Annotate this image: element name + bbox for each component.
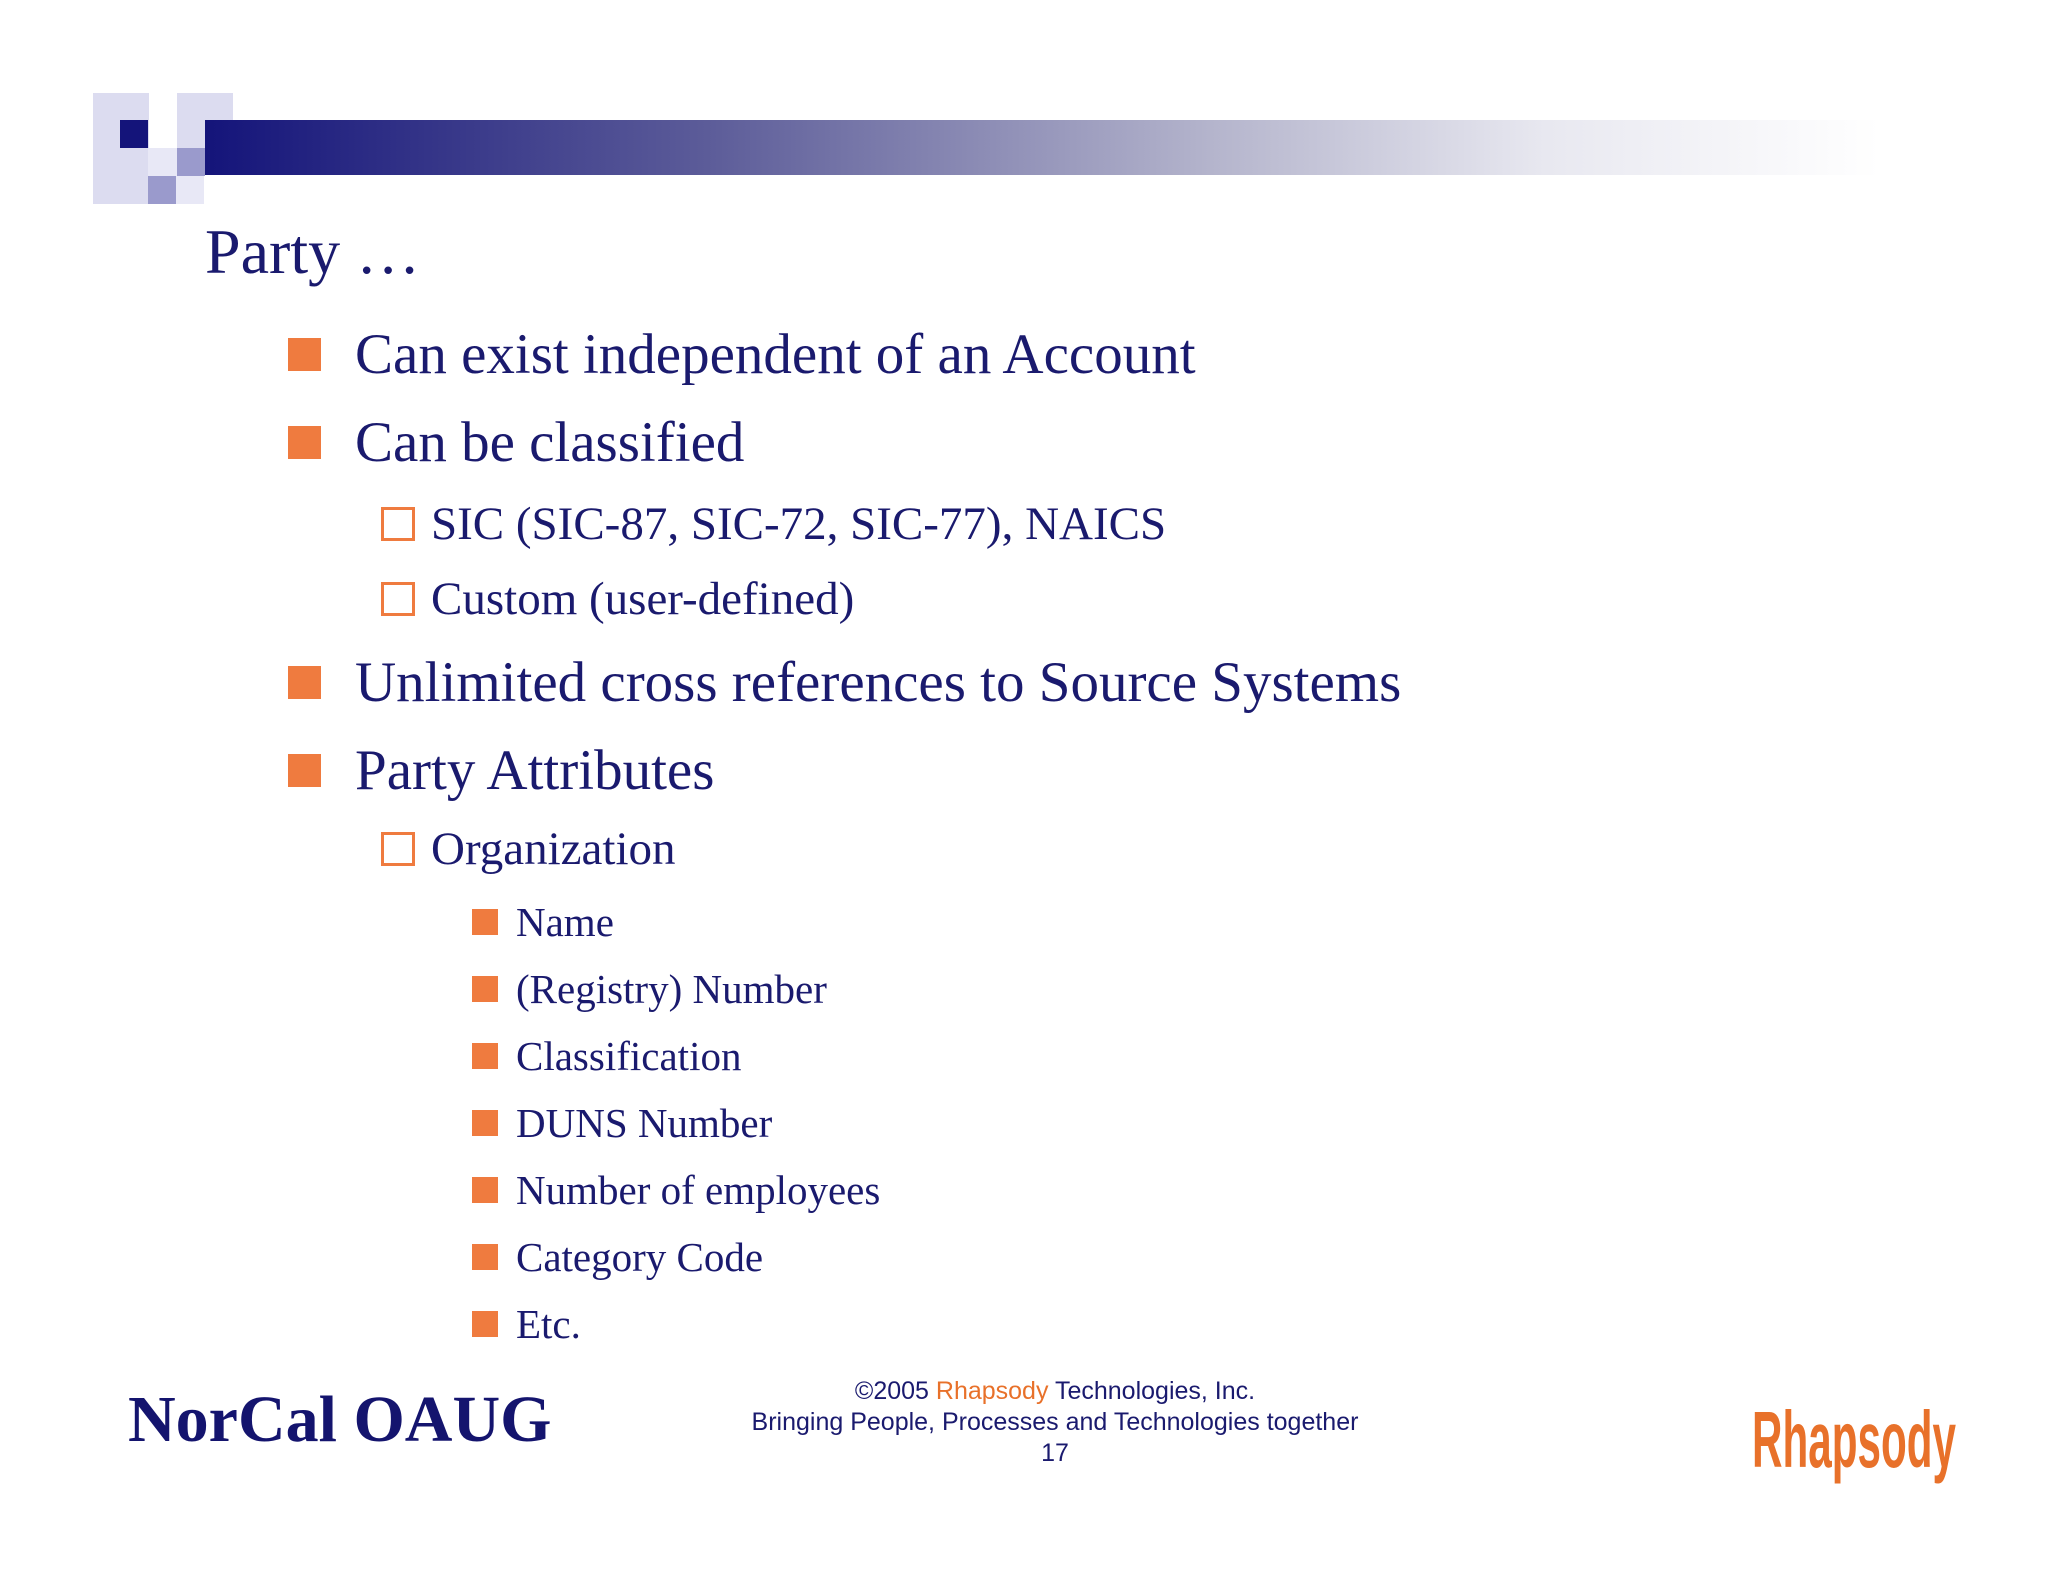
hollow-square-bullet-icon <box>381 507 415 541</box>
bullet-text: Can be classified <box>355 411 745 474</box>
sub-sub-bullet-text: Category Code <box>516 1234 764 1280</box>
square-bullet-icon <box>472 1177 498 1203</box>
bullet-item <box>288 322 1196 387</box>
sub-sub-bullet-text: Classification <box>516 1033 742 1079</box>
sub-sub-bullet-item <box>472 898 614 946</box>
sub-sub-bullet-item <box>472 1166 880 1214</box>
square-bullet-icon <box>288 338 321 371</box>
sub-sub-bullet-item <box>472 1099 772 1147</box>
square-bullet-icon <box>288 754 321 787</box>
header-square-dark <box>120 120 148 148</box>
bullet-item <box>288 650 1401 715</box>
sub-sub-bullet-text: Name <box>516 899 614 945</box>
square-bullet-icon <box>472 1043 498 1069</box>
square-bullet-icon <box>288 426 321 459</box>
copyright-suffix: Technologies, Inc. <box>1048 1377 1256 1405</box>
square-bullet-icon <box>472 1244 498 1270</box>
square-bullet-icon <box>472 1110 498 1136</box>
sub-sub-bullet-item <box>472 1032 741 1080</box>
footer-copyright-block <box>700 1376 1410 1469</box>
sub-bullet-item <box>381 572 854 626</box>
sub-bullet-item <box>381 497 1166 551</box>
sub-bullet-text: Organization <box>431 823 676 875</box>
bullet-item <box>288 410 744 475</box>
sub-sub-bullet-item <box>472 1233 763 1281</box>
footer-org-name: NorCal OAUG <box>128 1383 552 1456</box>
sub-sub-bullet-item <box>472 1300 581 1348</box>
footer-page-number: 17 <box>1041 1439 1069 1467</box>
rhapsody-logo-text: Rhapsody <box>1752 1395 1956 1485</box>
sub-sub-bullet-text: DUNS Number <box>516 1100 773 1146</box>
footer-copyright-line <box>700 1376 1410 1407</box>
sub-bullet-text: Custom (user-defined) <box>431 573 855 625</box>
header-gradient-bar <box>205 120 1880 175</box>
square-bullet-icon <box>472 1311 498 1337</box>
hollow-square-bullet-icon <box>381 832 415 866</box>
sub-bullet-text: SIC (SIC-87, SIC-72, SIC-77), NAICS <box>431 498 1167 550</box>
square-bullet-icon <box>472 976 498 1002</box>
sub-sub-bullet-text: (Registry) Number <box>516 966 827 1012</box>
hollow-square-bullet-icon <box>381 582 415 616</box>
bullet-item <box>288 738 714 803</box>
bullet-text: Unlimited cross references to Source Systems <box>355 651 1402 714</box>
slide-title: Party … <box>205 216 421 287</box>
sub-sub-bullet-text: Etc. <box>516 1301 581 1347</box>
sub-sub-bullet-text: Number of employees <box>516 1167 881 1213</box>
header-square-mid <box>177 148 205 176</box>
bullet-text: Party Attributes <box>355 739 715 802</box>
rhapsody-logo <box>1752 1372 1958 1490</box>
square-bullet-icon <box>472 909 498 935</box>
footer-tagline: Bringing People, Processes and Technologies together <box>751 1408 1359 1436</box>
header-square-lavender-2 <box>93 148 149 204</box>
header-square-bottom <box>148 176 176 204</box>
sub-bullet-item <box>381 822 676 876</box>
square-bullet-icon <box>288 666 321 699</box>
sub-sub-bullet-item <box>472 965 827 1013</box>
bullet-text: Can exist independent of an Account <box>355 323 1196 386</box>
copyright-prefix: ©2005 <box>854 1377 936 1405</box>
copyright-brand: Rhapsody <box>935 1377 1049 1405</box>
